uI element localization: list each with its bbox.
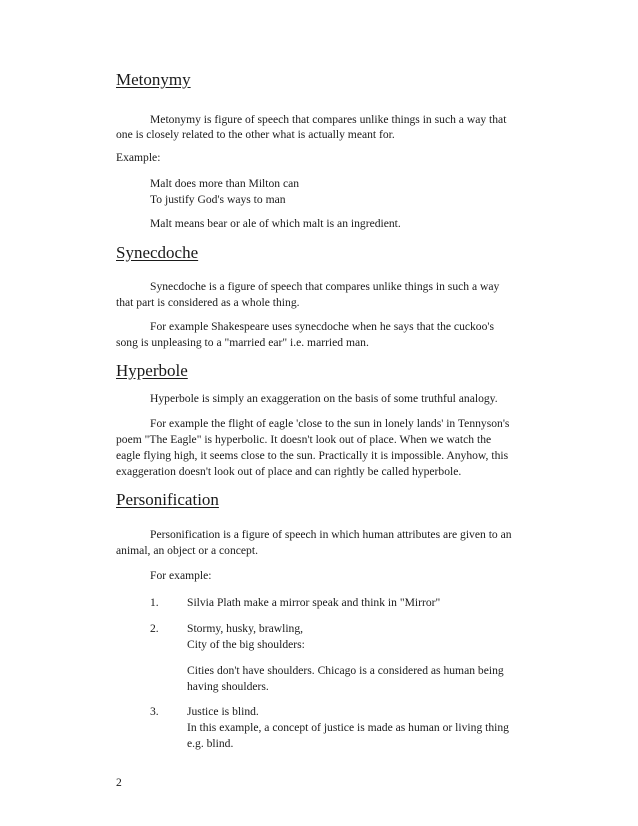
personification-for-example: For example: [150,569,212,582]
list-item-line: City of the big shoulders: [187,638,305,651]
metonymy-quote-line: Malt does more than Milton can [150,177,300,190]
heading-metonymy: Metonymy [116,70,191,89]
hyperbole-example-line: eagle flying high, it seems close to the sun. Practically it is impossible. Anyhow, this [116,449,509,462]
heading-synecdoche: Synecdoche [116,243,199,262]
synecdoche-example-line: song is unpleasing to a "married ear" i.e. married man. [116,336,369,349]
metonymy-quote-line: To justify God's ways to man [150,193,286,206]
metonymy-definition-line: Metonymy is figure of speech that compares unlike things in such a way that [150,113,507,126]
synecdoche-definition-line: that part is considered as a whole thing. [116,296,300,309]
hyperbole-definition-line: Hyperbole is simply an exaggeration on the basis of some truthful analogy. [150,392,498,405]
synecdoche-example-line: For example Shakespeare uses synecdoche when he says that the cuckoo's [150,320,494,333]
list-item-line: In this example, a concept of justice is made as human or living thing [187,721,509,734]
heading-hyperbole: Hyperbole [116,361,188,380]
list-item-line: Stormy, husky, brawling, [187,622,304,635]
list-item-note-line: Cities don't have shoulders. Chicago is a considered as human being [187,664,504,677]
metonymy-definition-line: one is closely related to the other what is actually meant for. [116,128,395,141]
metonymy-explanation: Malt means bear or ale of which malt is an ingredient. [150,217,401,230]
list-item-number: 3. [150,705,159,718]
page-number: 2 [116,776,122,789]
heading-personification: Personification [116,490,219,509]
list-item-number: 1. [150,596,159,609]
hyperbole-example-line: For example the flight of eagle 'close to the sun in lonely lands' in Tennyson's [150,417,510,430]
hyperbole-example-line: exaggeration doesn't look out of place and can rightly be called hyperbole. [116,465,462,478]
personification-definition-line: Personification is a figure of speech in which human attributes are given to an [150,528,512,541]
list-item-line: e.g. blind. [187,737,234,750]
metonymy-example-label: Example: [116,151,161,164]
synecdoche-definition-line: Synecdoche is a figure of speech that compares unlike things in such a way [150,280,500,293]
list-item-line: Justice is blind. [187,705,259,718]
list-item-line: Silvia Plath make a mirror speak and think in "Mirror" [187,596,441,609]
hyperbole-example-line: poem "The Eagle" is hyperbolic. It doesn't look out of place. When we watch the [116,433,492,446]
list-item-number: 2. [150,622,159,635]
personification-definition-line: animal, an object or a concept. [116,544,258,557]
list-item-note-line: having shoulders. [187,680,269,693]
